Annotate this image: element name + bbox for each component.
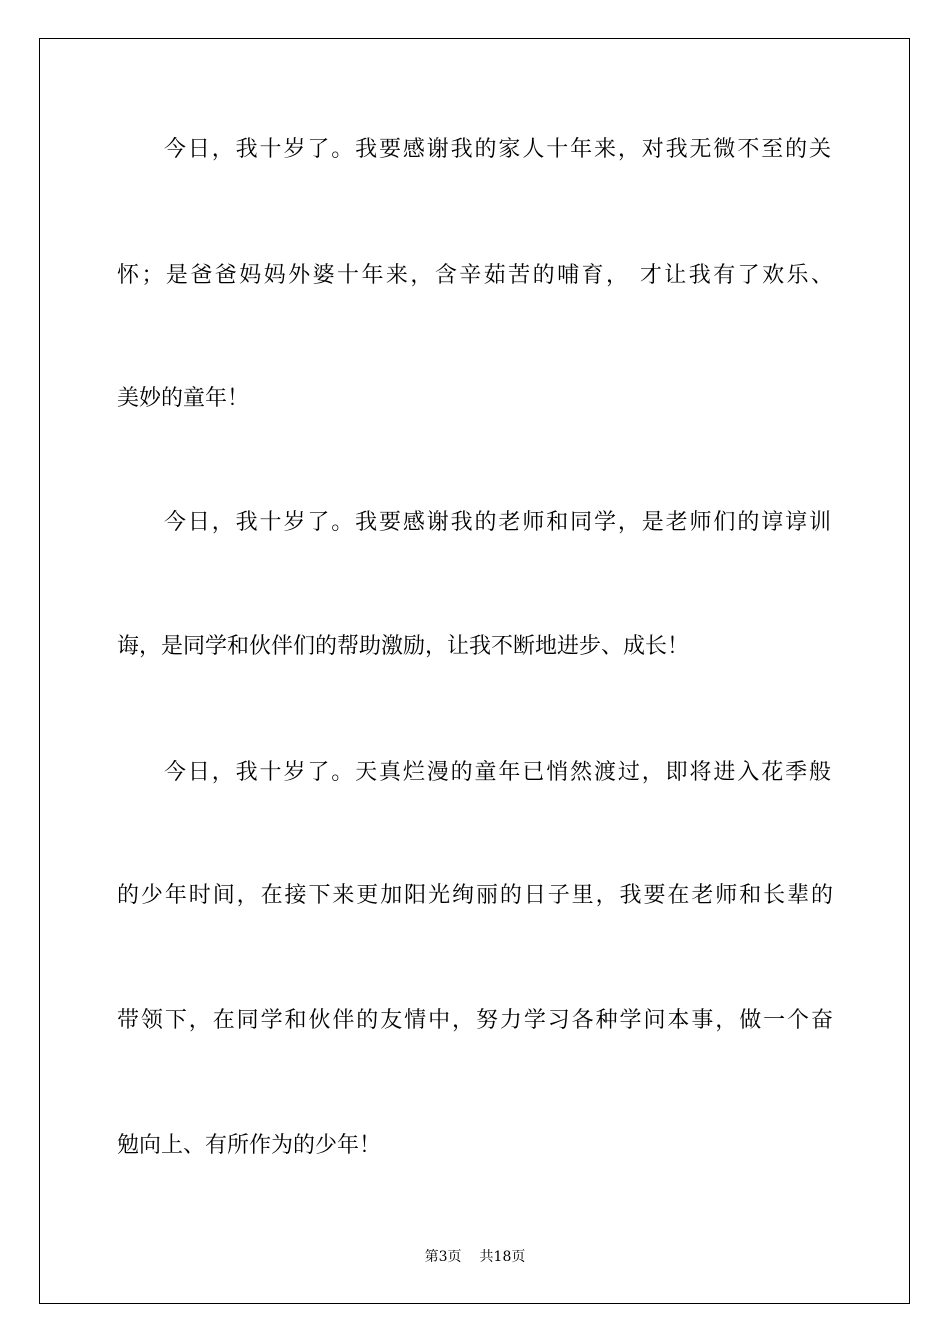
paragraph-2-line-1: 今日，我十岁了。我要感谢我的老师和同学，是老师们的谆谆训 — [164, 510, 831, 535]
paragraph-1-line-3: 美妙的童年！ — [117, 386, 250, 411]
paragraph-3-line-2: 的少年时间，在接下来更加阳光绚丽的日子里，我要在老师和长辈的 — [117, 883, 833, 908]
paragraph-3-line-1: 今日，我十岁了。天真烂漫的童年已悄然渡过，即将进入花季般 — [164, 760, 831, 785]
paragraph-3-line-4: 勉向上、有所作为的少年！ — [117, 1133, 382, 1158]
page-frame — [39, 38, 910, 1304]
paragraph-1-line-1: 今日，我十岁了。我要感谢我的家人十年来，对我无微不至的关 — [164, 137, 831, 162]
paragraph-2-line-2: 诲，是同学和伙伴们的帮助激励，让我不断地进步、成长！ — [117, 634, 690, 659]
paragraph-1-line-2: 怀；是爸爸妈妈外婆十年来，含辛茹苦的哺育， 才让我有了欢乐、 — [117, 263, 833, 288]
paragraph-3-line-3: 带领下，在同学和伙伴的友情中，努力学习各种学问本事，做一个奋 — [117, 1008, 833, 1033]
page-total: 共18页 — [479, 1249, 526, 1265]
page-footer — [0, 1248, 950, 1266]
page-number: 第3页 — [424, 1249, 462, 1265]
